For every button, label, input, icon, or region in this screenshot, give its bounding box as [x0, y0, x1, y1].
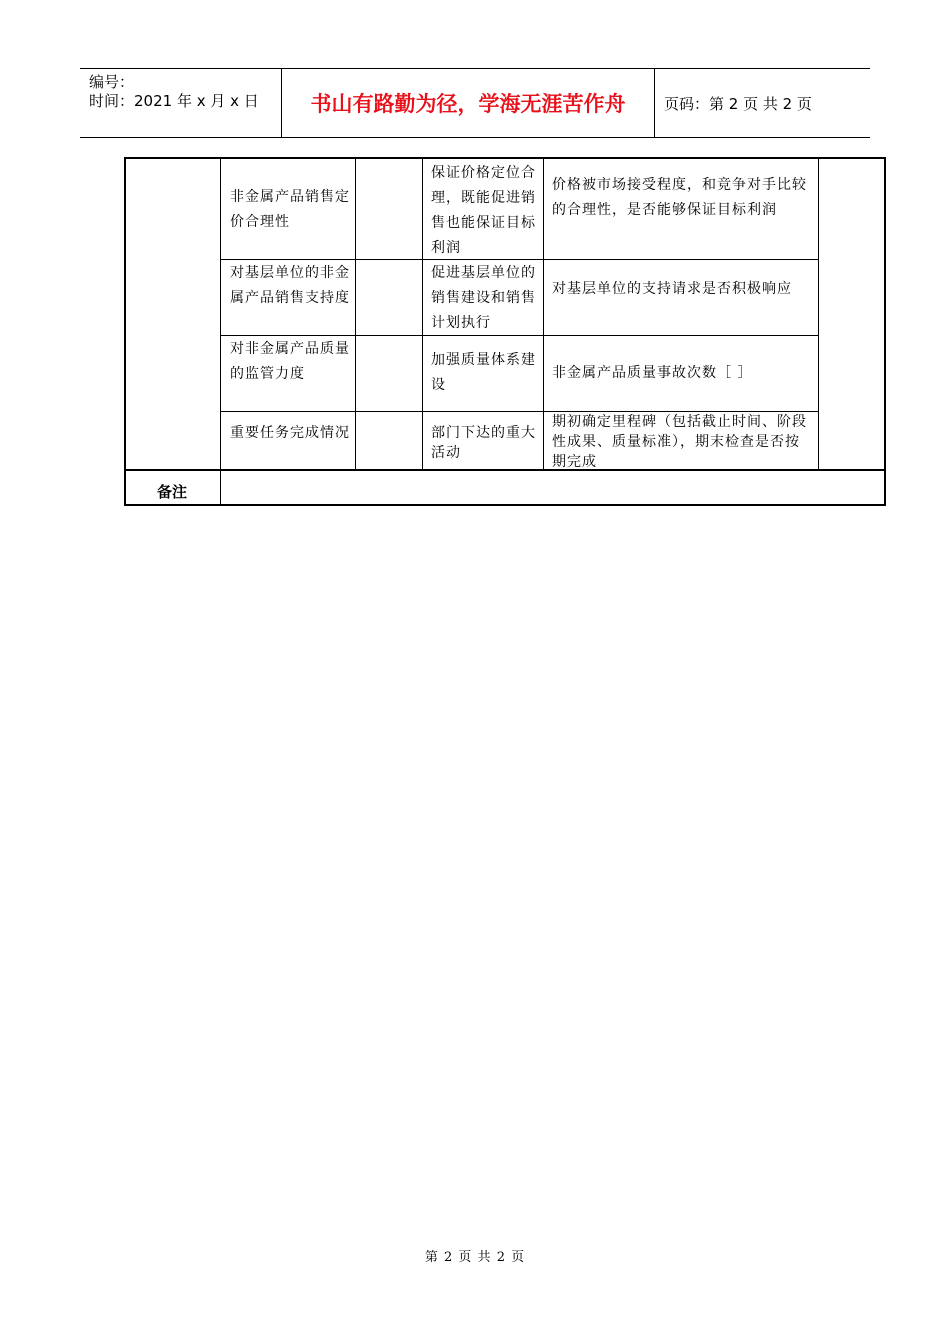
- table-cell-objective: 加强质量体系建设: [431, 352, 536, 393]
- table-cell-indicator: 非金属产品销售定价合理性: [230, 189, 350, 230]
- header-motto: 书山有路勤为径，学海无涯苦作舟: [310, 92, 626, 116]
- table-col-line: [422, 159, 423, 469]
- document-number-label: 编号：: [89, 73, 135, 91]
- document-time-label: 时间：2021 年 x 月 x 日: [89, 92, 259, 110]
- table-col-line: [220, 159, 221, 504]
- remarks-label: 备注: [157, 483, 188, 501]
- header-divider: [654, 69, 655, 137]
- table-col-line: [818, 159, 819, 469]
- table-cell-objective: 促进基层单位的销售建设和销售计划执行: [431, 265, 536, 331]
- table-cell-criteria: 非金属产品质量事故次数［ ］: [552, 365, 753, 381]
- kpi-table: [124, 157, 886, 506]
- table-cell-criteria: 期初确定里程碑（包括截止时间、阶段性成果、质量标准），期末检查是否按期完成: [552, 414, 807, 470]
- table-cell-indicator: 对非金属产品质量的监管力度: [230, 341, 350, 382]
- page-header: [80, 68, 870, 138]
- table-cell-objective: 保证价格定位合理，既能促进销售也能保证目标利润: [431, 165, 536, 256]
- table-col-line: [543, 159, 544, 469]
- page-footer: 第 2 页 共 2 页: [424, 1250, 526, 1265]
- header-page-info: 页码：第 2 页 共 2 页: [664, 94, 812, 113]
- table-col-line: [355, 159, 356, 469]
- table-cell-indicator: 对基层单位的非金属产品销售支持度: [230, 265, 350, 306]
- table-cell-criteria: 对基层单位的支持请求是否积极响应: [552, 281, 792, 297]
- table-cell-criteria: 价格被市场接受程度，和竞争对手比较的合理性，是否能够保证目标利润: [552, 177, 807, 218]
- header-meta: [89, 73, 259, 111]
- table-cell-objective: 部门下达的重大活动: [431, 425, 536, 461]
- table-cell-indicator: 重要任务完成情况: [230, 425, 350, 441]
